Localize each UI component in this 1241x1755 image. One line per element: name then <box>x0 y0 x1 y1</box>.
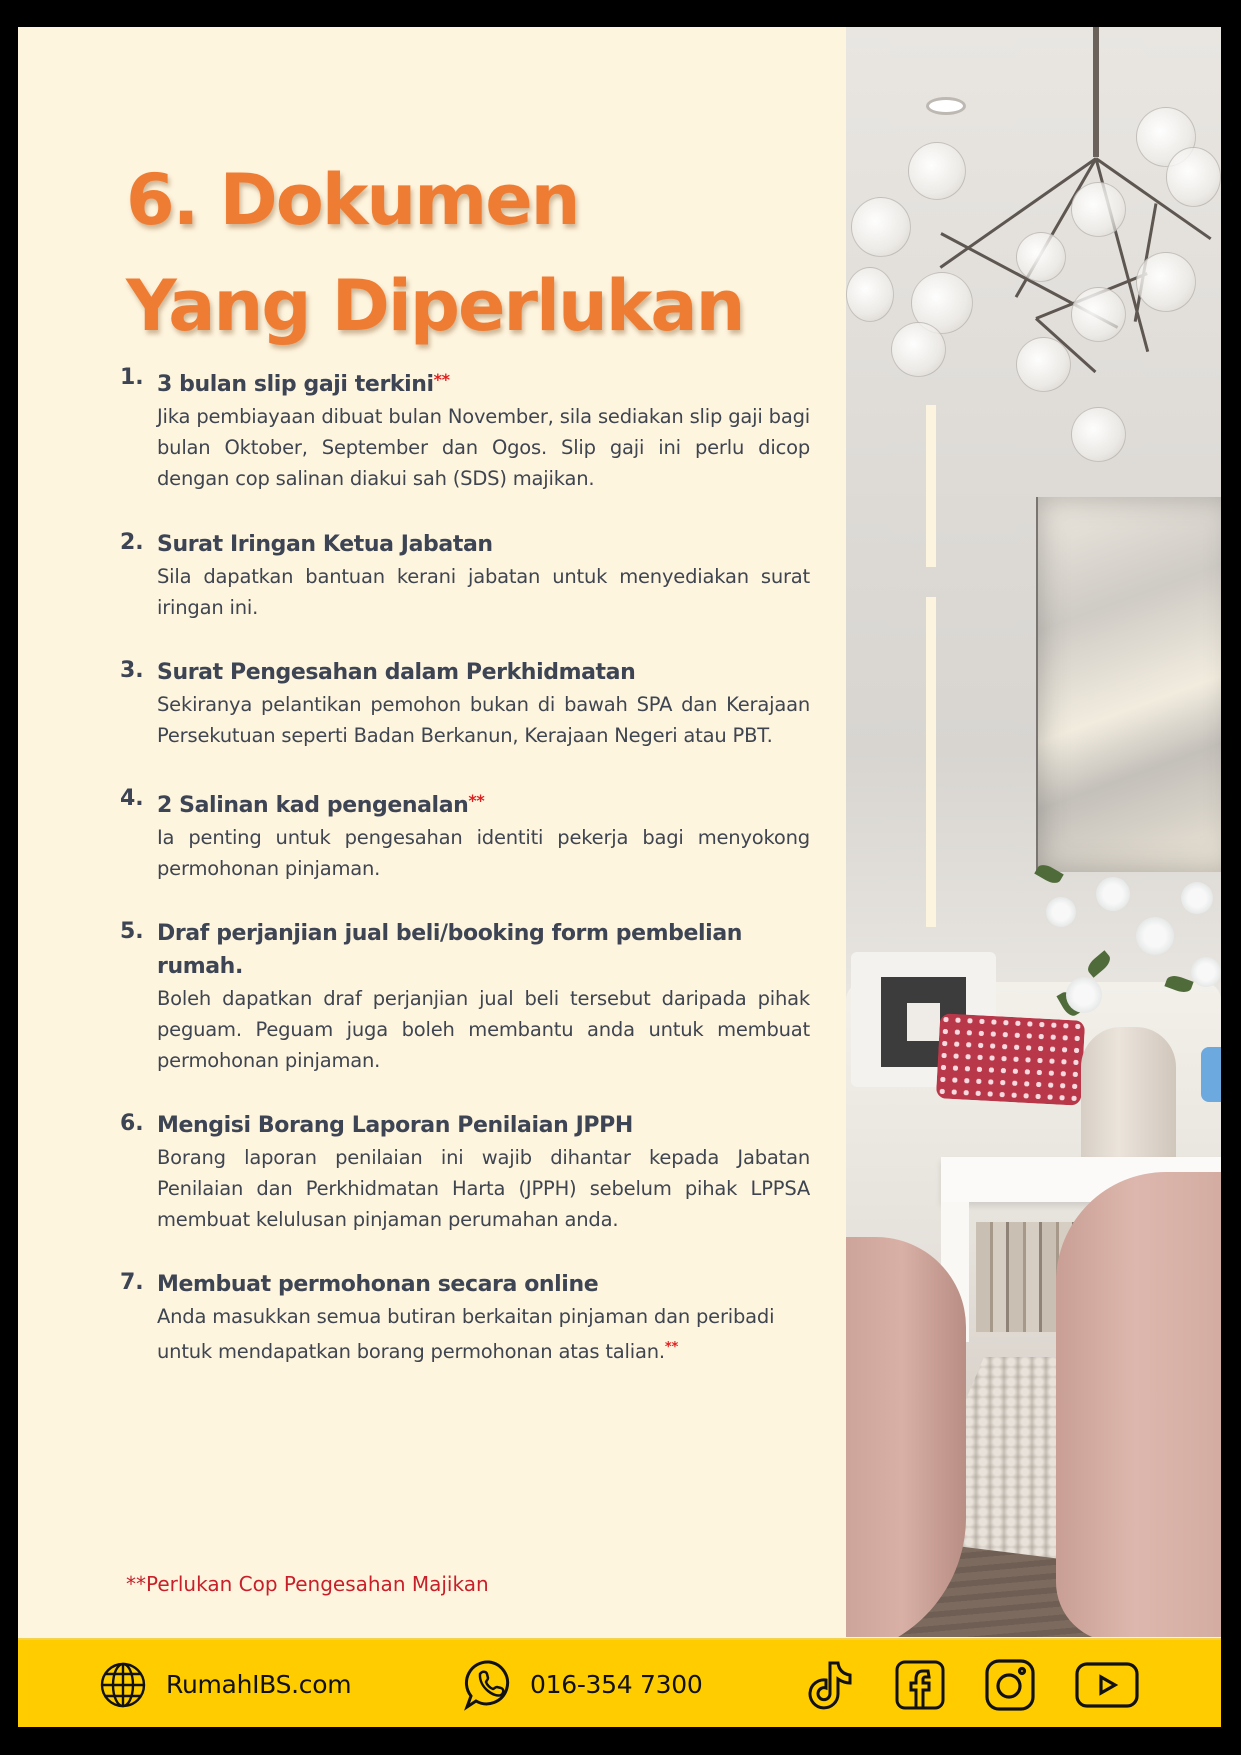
item-number: 7. <box>120 1270 144 1295</box>
wall-light-strip <box>926 405 936 567</box>
item-title: Mengisi Borang Laporan Penilaian JPPH <box>157 1113 633 1138</box>
instagram-link[interactable] <box>984 1640 1036 1727</box>
tiktok-icon <box>808 1659 854 1711</box>
required-marker: ** <box>664 1340 679 1355</box>
chandelier-rod <box>1093 27 1099 157</box>
footnote: **Perlukan Cop Pengesahan Majikan <box>126 1572 489 1596</box>
pink-armchair <box>846 1237 966 1637</box>
item-title: Surat Pengesahan dalam Perkhidmatan <box>157 660 636 685</box>
bulb <box>908 142 966 200</box>
item-number: 6. <box>120 1111 144 1136</box>
item-number: 1. <box>120 365 144 390</box>
facebook-icon <box>894 1659 946 1711</box>
title-line-2: Yang Diperlukan <box>126 265 744 347</box>
interior-photo <box>846 27 1221 1637</box>
globe-icon <box>98 1660 148 1710</box>
document-list <box>120 363 810 1367</box>
item-number: 3. <box>120 658 144 683</box>
list-item <box>120 528 810 623</box>
item-number: 5. <box>120 919 144 944</box>
pillow <box>1201 1047 1221 1102</box>
list-item <box>120 1109 810 1235</box>
contact-footer <box>18 1638 1221 1727</box>
item-description: Sekiranya pelantikan pemohon bukan di bawah SPA dan Kerajaan Persekutuan seperti Badan Berkanun, Kerajaan Negeri atau PBT. <box>157 693 810 747</box>
list-item <box>120 363 810 494</box>
ceiling-light <box>926 97 966 115</box>
item-title: Membuat permohonan secara online <box>157 1272 599 1297</box>
list-item <box>120 784 810 884</box>
required-marker: ** <box>433 370 450 389</box>
phone-number: 016-354 7300 <box>530 1670 703 1699</box>
item-title: Surat Iringan Ketua Jabatan <box>157 532 493 557</box>
instagram-icon <box>984 1658 1036 1712</box>
page-title <box>126 147 743 359</box>
tiktok-link[interactable] <box>808 1640 854 1727</box>
youtube-link[interactable] <box>1074 1640 1140 1727</box>
list-item <box>120 656 810 751</box>
whatsapp-icon <box>462 1657 516 1713</box>
item-title: Draf perjanjian jual beli/booking form pembelian rumah. <box>157 921 743 979</box>
phone-link[interactable] <box>462 1640 702 1727</box>
abstract-painting <box>1036 497 1221 872</box>
item-description: Sila dapatkan bantuan kerani jabatan untuk menyediakan surat iringan ini. <box>157 565 810 619</box>
item-description: Boleh dapatkan draf perjanjian jual beli tersebut daripada pihak peguam. Peguam juga boleh membantu anda untuk membuat permohonan pinjaman. <box>157 987 810 1072</box>
item-description: Anda masukkan semua butiran berkaitan pinjaman dan peribadi untuk mendapatkan borang permohonan atas talian.** <box>157 1305 775 1363</box>
item-number: 2. <box>120 530 144 555</box>
title-line-1: 6. Dokumen <box>126 159 579 241</box>
facebook-link[interactable] <box>894 1640 946 1727</box>
item-number: 4. <box>120 786 144 811</box>
pink-armchair <box>1056 1172 1221 1637</box>
item-description: Borang laporan penilaian ini wajib dihantar kepada Jabatan Penilaian dan Perkhidmatan Harta (JPPH) sebelum pihak LPPSA membuat kelulusan pinjaman perumahan anda. <box>157 1146 810 1231</box>
item-title: 3 bulan slip gaji terkini** <box>157 370 450 397</box>
flowers <box>1026 857 1221 1037</box>
document-page <box>18 27 1221 1727</box>
website-text: RumahIBS.com <box>166 1670 352 1699</box>
list-item <box>120 1268 810 1367</box>
item-description: Ia penting untuk pengesahan identiti pekerja bagi menyokong permohonan pinjaman. <box>157 826 810 880</box>
item-title: 2 Salinan kad pengenalan** <box>157 791 485 818</box>
website-link[interactable] <box>98 1640 351 1727</box>
list-item <box>120 917 810 1076</box>
youtube-icon <box>1074 1661 1140 1709</box>
item-description: Jika pembiayaan dibuat bulan November, sila sediakan slip gaji bagi bulan Oktober, September dan Ogos. Slip gaji ini perlu dicop dengan cop salinan diakui sah (SDS) majikan. <box>157 405 810 490</box>
required-marker: ** <box>468 791 485 810</box>
